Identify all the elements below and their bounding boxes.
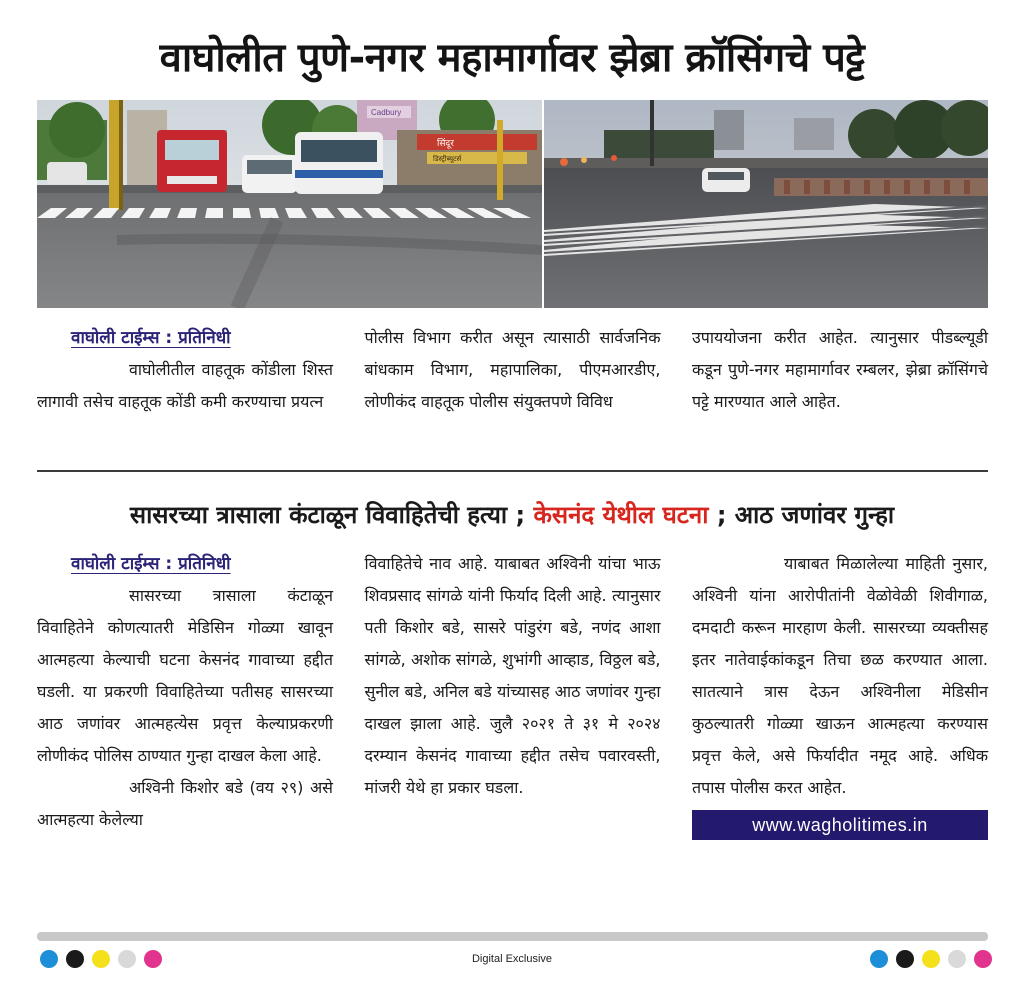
article1-col1-text: वाघोलीतील वाहतूक कोंडीला शिस्त लागावी तसेच वाहतूक कोंडी कमी करण्याचा प्रयत्न [37, 360, 333, 411]
registration-dot [974, 950, 992, 968]
article1-column-1 [37, 322, 333, 418]
photo-day-zebra-crossing [37, 100, 542, 308]
article2-headline-part1: सासरच्या त्रासाला कंटाळून विवाहितेची हत्या ; [129, 501, 526, 529]
photo-dusk-zebra-crossing [544, 100, 988, 308]
article1-headline: वाघोलीत पुणे-नगर महामार्गावर झेब्रा क्रॉसिंगचे पट्टे [159, 35, 865, 81]
footer-grey-bar [37, 932, 988, 941]
article1-byline: वाघोली टाईम्स : प्रतिनिधी [71, 328, 231, 348]
article1-body [37, 322, 988, 418]
article1-column-2 [365, 322, 661, 418]
registration-dot [922, 950, 940, 968]
article1-column-3 [692, 322, 988, 418]
article2-col2-text: विवाहितेचे नाव आहे. याबाबत अश्विनी यांचा भाऊ शिवप्रसाद सांगळे यांनी फिर्याद दिली आहे. त्यानुसार पती किशोर बडे, सासरे पांडुरंग बडे, नणंद आशा सांगळे, अशोक सांगळे, शुभांगी आव्हाड, विठ्ठल बडे, सुनील बडे, अनिल बडे यांच्यासह आठ जणांवर गुन्हा दाखल झाला आहे. जुलै २०२१ ते ३१ मे २०२४ दरम्यान केसनंद गावाच्या हद्दीत तसेच पवारवस्ती, मांजरी येथे हा प्रकार घडला. [364, 554, 661, 797]
article1-col3-text: उपाययोजना करीत आहेत. त्यानुसार पीडब्ल्यूडी कडून पुणे-नगर महामार्गावर रम्बलर, झेब्रा क्रॉसिंगचे पट्टे मारण्यात आले आहेत. [692, 328, 988, 411]
section-divider [37, 470, 988, 472]
article2-body [37, 548, 988, 840]
article2-byline: वाघोली टाईम्स : प्रतिनिधी [71, 554, 231, 574]
shop-sign-text-3: डिस्ट्रीब्यूटर्स [433, 155, 462, 163]
article2-col3-text: याबाबत मिळालेल्या माहिती नुसार, अश्विनी यांना आरोपीतांनी वेळोवेळी शिवीगाळ, दमदाटी करून मारहाण केली. सासरच्या व्यक्तीसह इतर नातेवाईकांकडून तिचा छळ करण्यात आला. सातत्याने त्रास देऊन अश्विनीला मेडिसीन कुठल्यातरी गोळ्या खाऊन आत्महत्या करण्यास प्रवृत्त केले, असे फिर्यादीत नमूद आहे. अधिक तपास पोलीस करत आहेत. [692, 554, 988, 797]
article2-col1-paragraph-1: सासरच्या त्रासाला कंटाळून विवाहितेने कोणत्यातरी मेडिसिन गोळ्या खावून आत्महत्या केल्याची घटना केसनंद गावाच्या हद्दीत घडली. या प्रकरणी विवाहितेच्या पतीसह सासरच्या आठ जणांवर आत्महत्येस प्रवृत्त केल्याप्रकरणी लोणीकंद पोलिस ठाण्यात गुन्हा दाखल केला आहे. [37, 586, 333, 765]
article2-column-2 [365, 548, 661, 840]
registration-dot [948, 950, 966, 968]
footer-digital-exclusive: Digital Exclusive [471, 953, 553, 965]
article2-headline-part2: केसनंद येथील घटना [533, 501, 709, 529]
shop-sign-text-2: सिंदूर [437, 139, 454, 149]
website-url-banner[interactable]: www.wagholitimes.in [692, 810, 988, 840]
photo-strip [37, 100, 988, 308]
article2-headline-part3: ; आठ जणांवर गुन्हा [716, 501, 895, 529]
article2-col1-paragraph-2: अश्विनी किशोर बडे (वय २९) असे आत्महत्या केलेल्या [37, 778, 333, 829]
registration-dot [870, 950, 888, 968]
registration-dot [896, 950, 914, 968]
article1-col2-text: पोलीस विभाग करीत असून त्यासाठी सार्वजनिक बांधकाम विभाग, महापालिका, पीएमआरडीए, लोणीकंद वाहतूक पोलीस संयुक्तपणे विविध [364, 328, 661, 411]
article2-column-3 [692, 548, 988, 840]
article2-column-1 [37, 548, 333, 840]
shop-sign-text-1: Cadbury [371, 108, 402, 117]
article2-headline [0, 498, 1024, 531]
registration-dots-right [870, 950, 992, 968]
